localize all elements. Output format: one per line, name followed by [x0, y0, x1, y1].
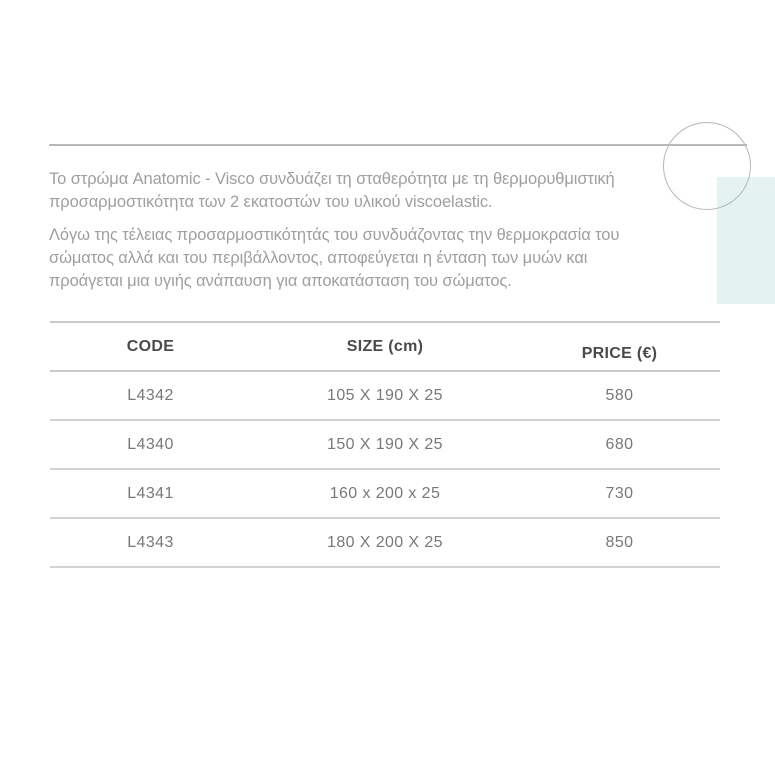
- column-header-code-label: CODE: [126, 337, 175, 355]
- column-header-price: [519, 323, 720, 370]
- table-row: [50, 470, 720, 519]
- cell-price: 580: [605, 386, 634, 404]
- table-row: [50, 421, 720, 470]
- cell-size: 160 x 200 x 25: [329, 484, 441, 502]
- column-header-price-label: PRICE (€): [581, 344, 658, 362]
- table-row: [50, 519, 720, 568]
- cell-price: 680: [605, 435, 634, 453]
- cell-price: 850: [605, 533, 634, 551]
- cell-price: 730: [605, 484, 634, 502]
- cell-size: 150 X 190 X 25: [327, 435, 443, 453]
- decorative-circle: [663, 122, 751, 210]
- column-header-size-label: SIZE (cm): [346, 337, 424, 355]
- column-header-size: [251, 323, 519, 370]
- price-table-header-row: [50, 323, 720, 372]
- cell-code: L4342: [127, 386, 174, 404]
- cell-code: L4340: [127, 435, 174, 453]
- horizontal-divider: [49, 144, 747, 146]
- description-paragraph-1: Το στρώμα Anatomic - Visco συνδυάζει τη σταθερότητα με τη θερμορυθμιστική προσαρμοστικότητα των 2 εκατοστών του υλικού viscoelastic.: [49, 170, 615, 211]
- table-row: [50, 372, 720, 421]
- cell-code: L4343: [127, 533, 174, 551]
- cell-size: 105 X 190 X 25: [327, 386, 443, 404]
- cell-size: 180 X 200 X 25: [327, 533, 443, 551]
- product-description: [49, 168, 663, 303]
- description-paragraph-2: Λόγω της τέλειας προσαρμοστικότητάς του συνδυάζοντας την θερμοκρασία του σώματος αλλά και του περιβάλλοντος, αποφεύγεται η ένταση των μυών και προάγεται μια υγιής ανάπαυση για αποκατάσταση του σώματος.: [49, 226, 620, 290]
- price-table: [50, 321, 720, 568]
- column-header-code: [50, 323, 251, 370]
- cell-code: L4341: [127, 484, 174, 502]
